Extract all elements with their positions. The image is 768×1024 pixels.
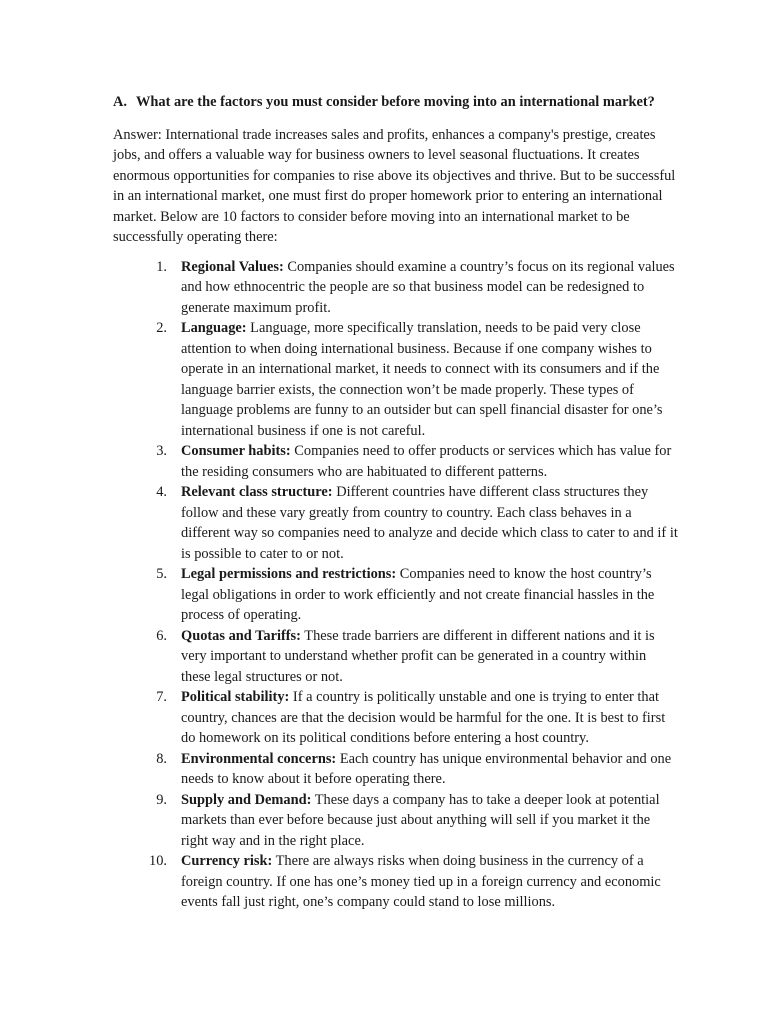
factor-item <box>113 257 678 319</box>
factor-text: These days a company has to take a deeper look at potential markets than ever before because just about anything will sell if you market it the right way and in the right place. <box>181 791 660 849</box>
factor-item <box>113 564 678 626</box>
factor-number: 9. <box>156 791 167 808</box>
factor-number: 10. <box>149 853 167 869</box>
factor-body <box>181 441 678 482</box>
factor-title: Regional Values: <box>181 258 284 275</box>
question-letter: A. <box>113 94 127 110</box>
factor-number: 6. <box>156 627 167 644</box>
factor-body <box>181 851 678 913</box>
factor-title: Environmental concerns: <box>181 750 337 767</box>
document-page <box>113 92 678 913</box>
factor-item <box>113 318 678 441</box>
factor-text: Companies need to offer products or services which has value for the residing consumers who are habituated to different patterns. <box>181 443 672 480</box>
factor-number: 2. <box>156 320 167 336</box>
factor-list <box>113 257 678 913</box>
factor-text: Each country has unique environmental behavior and one needs to know about it before operating there. <box>181 750 672 787</box>
factor-title: Political stability: <box>181 689 290 705</box>
factor-body <box>181 318 678 441</box>
factor-number: 4. <box>156 484 167 500</box>
factor-item <box>113 626 678 688</box>
factor-title: Consumer habits: <box>181 443 291 459</box>
factor-item <box>113 790 678 852</box>
factor-number: 5. <box>156 566 167 582</box>
factor-text: Companies should examine a country’s focus on its regional values and how ethnocentric the people are so that business model can be redesigned to generate maximum profit. <box>181 258 675 316</box>
factor-item <box>113 749 678 790</box>
factor-body <box>181 749 678 790</box>
factor-title: Relevant class structure: <box>181 484 333 500</box>
factor-text: There are always risks when doing business in the currency of a foreign country. If one has one’s money tied up in a foreign currency and economic events fall just right, one’s company could stand to lose millions. <box>181 853 661 910</box>
factor-number: 3. <box>156 443 167 459</box>
factor-title: Supply and Demand: <box>181 791 312 808</box>
factor-text: Companies need to know the host country’s legal obligations in order to work efficiently and not create financial hassles in the process of operating. <box>181 566 655 623</box>
question-text: What are the factors you must consider before moving into an international market? <box>136 94 655 110</box>
answer-paragraph: Answer: International trade increases sales and profits, enhances a company's prestige, creates jobs, and offers a valuable way for business owners to level seasonal fluctuations. It creates enormous opportunities for companies to rise above its objectives and thrive. But to be successful in an international market, one must first do proper homework prior to entering an international market. Below are 10 factors to consider before moving into an international market to be successfully operating there: <box>113 126 676 245</box>
factor-item <box>113 687 678 749</box>
factor-body <box>181 257 678 319</box>
factor-title: Legal permissions and restrictions: <box>181 566 397 582</box>
factor-body <box>181 564 678 626</box>
factor-body <box>181 790 678 852</box>
factor-item <box>113 851 678 913</box>
factor-body <box>181 626 678 688</box>
factor-title: Currency risk: <box>181 853 273 869</box>
factor-item <box>113 441 678 482</box>
factor-body <box>181 687 678 749</box>
factor-body <box>181 482 678 564</box>
factor-text: If a country is politically unstable and one is trying to enter that country, chances are that the decision would be harmful for the one. It is best to first do homework on its political conditions before entering a host country. <box>181 689 666 746</box>
question-heading <box>113 92 678 113</box>
factor-title: Language: <box>181 320 247 336</box>
factor-text: Different countries have different class structures they follow and these vary greatly from country to country. Each class behaves in a different way so companies need to analyze and decide which class to cater to and if it is possible to cater to or not. <box>181 484 678 562</box>
factor-number: 8. <box>156 750 167 767</box>
factor-text: These trade barriers are different in different nations and it is very important to understand whether profit can be generated in a country within these legal structures or not. <box>181 627 655 685</box>
factor-item <box>113 482 678 564</box>
factor-number: 1. <box>156 258 167 275</box>
factor-title: Quotas and Tariffs: <box>181 627 301 644</box>
factor-number: 7. <box>156 689 167 705</box>
factor-text: Language, more specifically translation, needs to be paid very close attention to when doing international business. Because if one company wishes to operate in an international market, it needs to connect with its consumers and if the language barrier exists, the connection won’t be made properly. These types of language problems are funny to an outsider but can spell financial disaster for one’s international business if one is not careful. <box>181 320 663 439</box>
